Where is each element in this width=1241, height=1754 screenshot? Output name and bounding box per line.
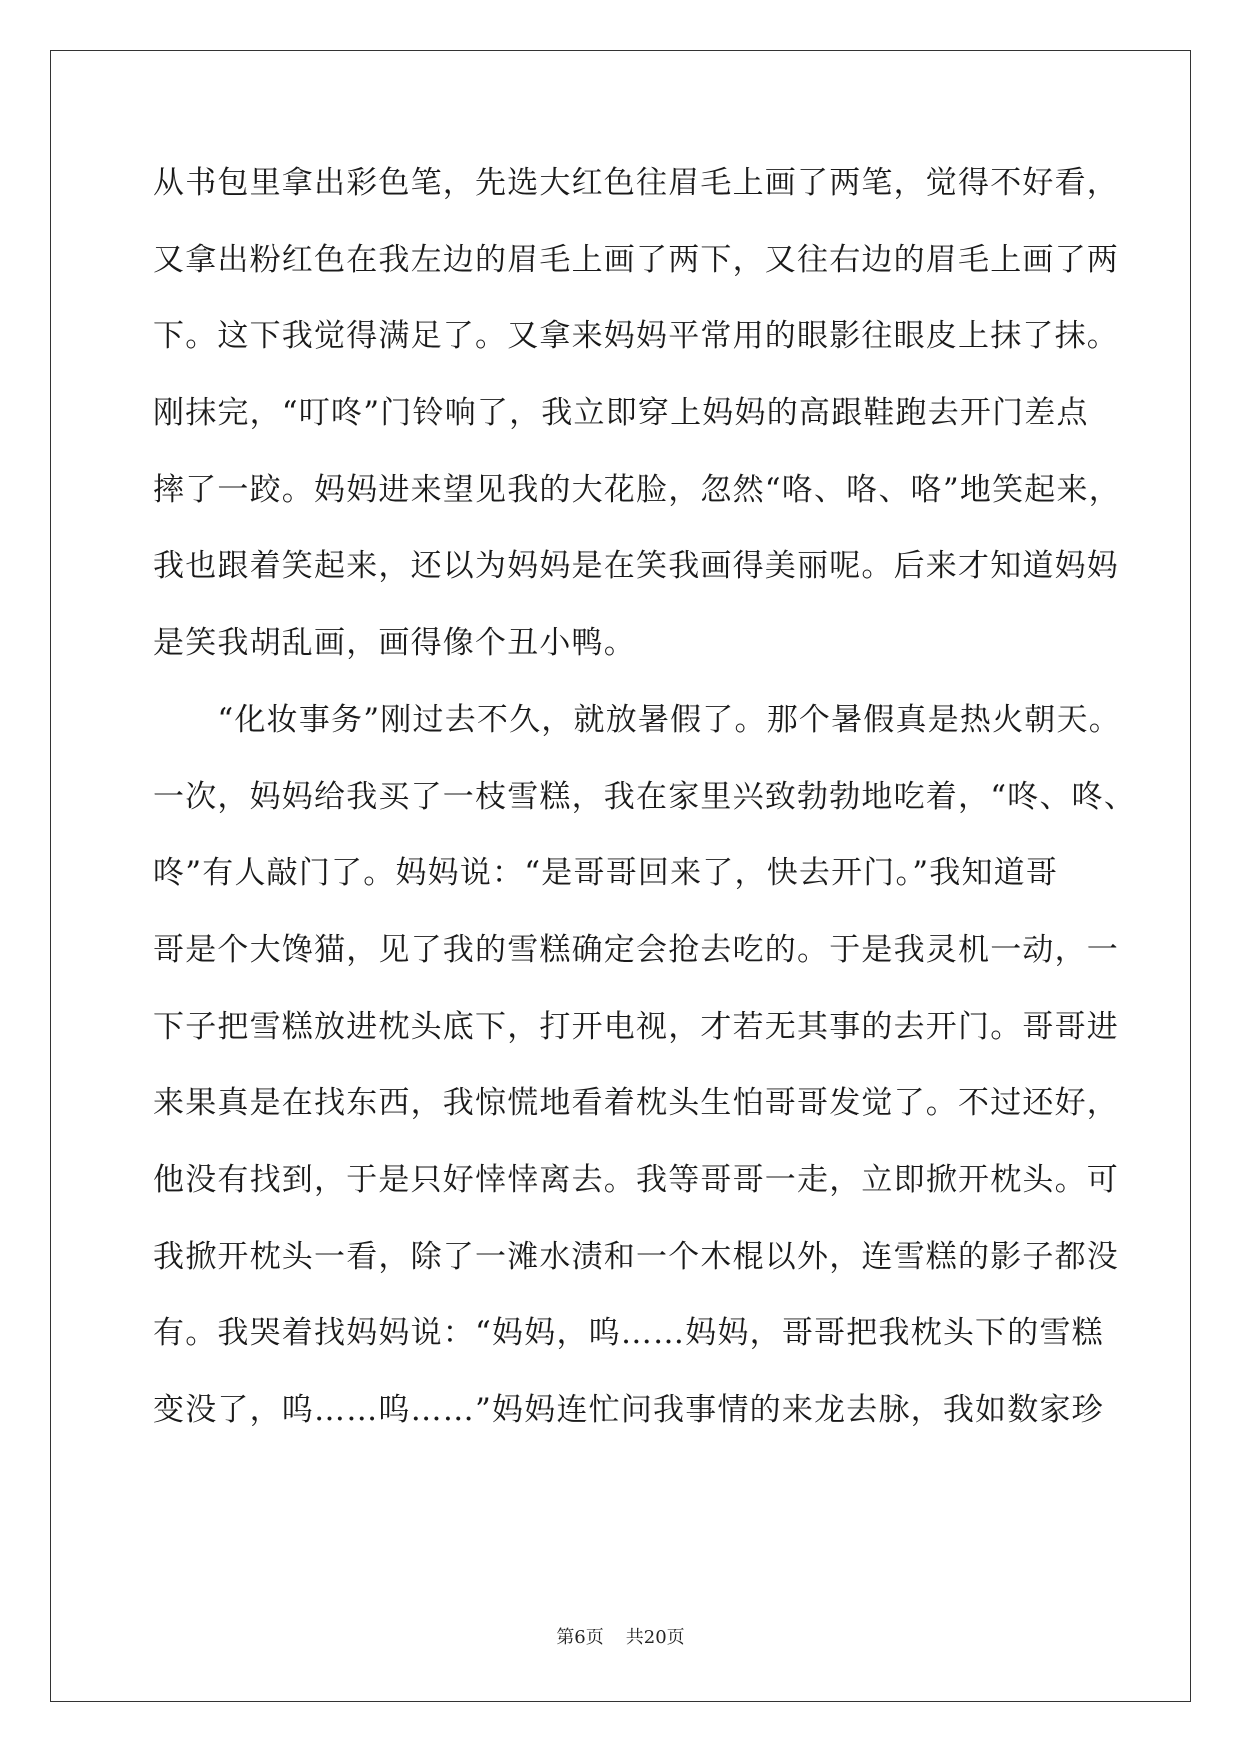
text-line: 咚”有人敲门了。妈妈说：“是哥哥回来了，快去开门。”我知道哥: [153, 855, 1059, 892]
page-footer: [0, 1623, 1241, 1649]
text-line: 从书包里拿出彩色笔，先选大红色往眉毛上画了两笔，觉得不好看，: [153, 165, 1119, 201]
text-line: 我也跟着笑起来，还以为妈妈是在笑我画得美丽呢。后来才知道妈妈: [153, 548, 1119, 585]
page-total: 共20页: [625, 1627, 685, 1648]
text-line: 他没有找到，于是只好悻悻离去。我等哥哥一走，立即掀开枕头。可: [153, 1161, 1119, 1198]
document-body: [153, 163, 1137, 1467]
text-line: 变没了，呜……呜……”妈妈连忙问我事情的来龙去脉，我如数家珍: [153, 1392, 1104, 1428]
text-line: 下子把雪糕放进枕头底下，打开电视，才若无其事的去开门。哥哥进: [153, 1008, 1119, 1045]
text-line: 哥是个大馋猫，见了我的雪糕确定会抢去吃的。于是我灵机一动，一: [153, 931, 1119, 968]
text-line: 有。我哭着找妈妈说：“妈妈，呜……妈妈，哥哥把我枕头下的雪糕: [153, 1315, 1104, 1352]
page-number: 第6页: [556, 1627, 604, 1648]
text-line: 我掀开枕头一看，除了一滩水渍和一个木棍以外，连雪糕的影子都没: [153, 1238, 1119, 1275]
text-line: “化妆事务”刚过去不久，就放暑假了。那个暑假真是热火朝天。: [153, 701, 1121, 738]
text-line: 是笑我胡乱画，画得像个丑小鸭。: [153, 625, 636, 662]
text-line: 一次，妈妈给我买了一枝雪糕，我在家里兴致勃勃地吃着，“咚、咚、: [153, 778, 1137, 815]
text-line: 来果真是在找东西，我惊慌地看着枕头生怕哥哥发觉了。不过还好，: [153, 1085, 1119, 1122]
text-line: 又拿出粉红色在我左边的眉毛上画了两下，又往右边的眉毛上画了两: [153, 241, 1119, 278]
text-line: 刚抹完，“叮咚”门铃响了，我立即穿上妈妈的高跟鞋跑去开门差点: [153, 395, 1089, 432]
text-line: 摔了一跤。妈妈进来望见我的大花脸，忽然“咯、咯、咯”地笑起来，: [153, 471, 1121, 508]
text-line: 下。这下我觉得满足了。又拿来妈妈平常用的眼影往眼皮上抹了抹。: [153, 318, 1119, 355]
